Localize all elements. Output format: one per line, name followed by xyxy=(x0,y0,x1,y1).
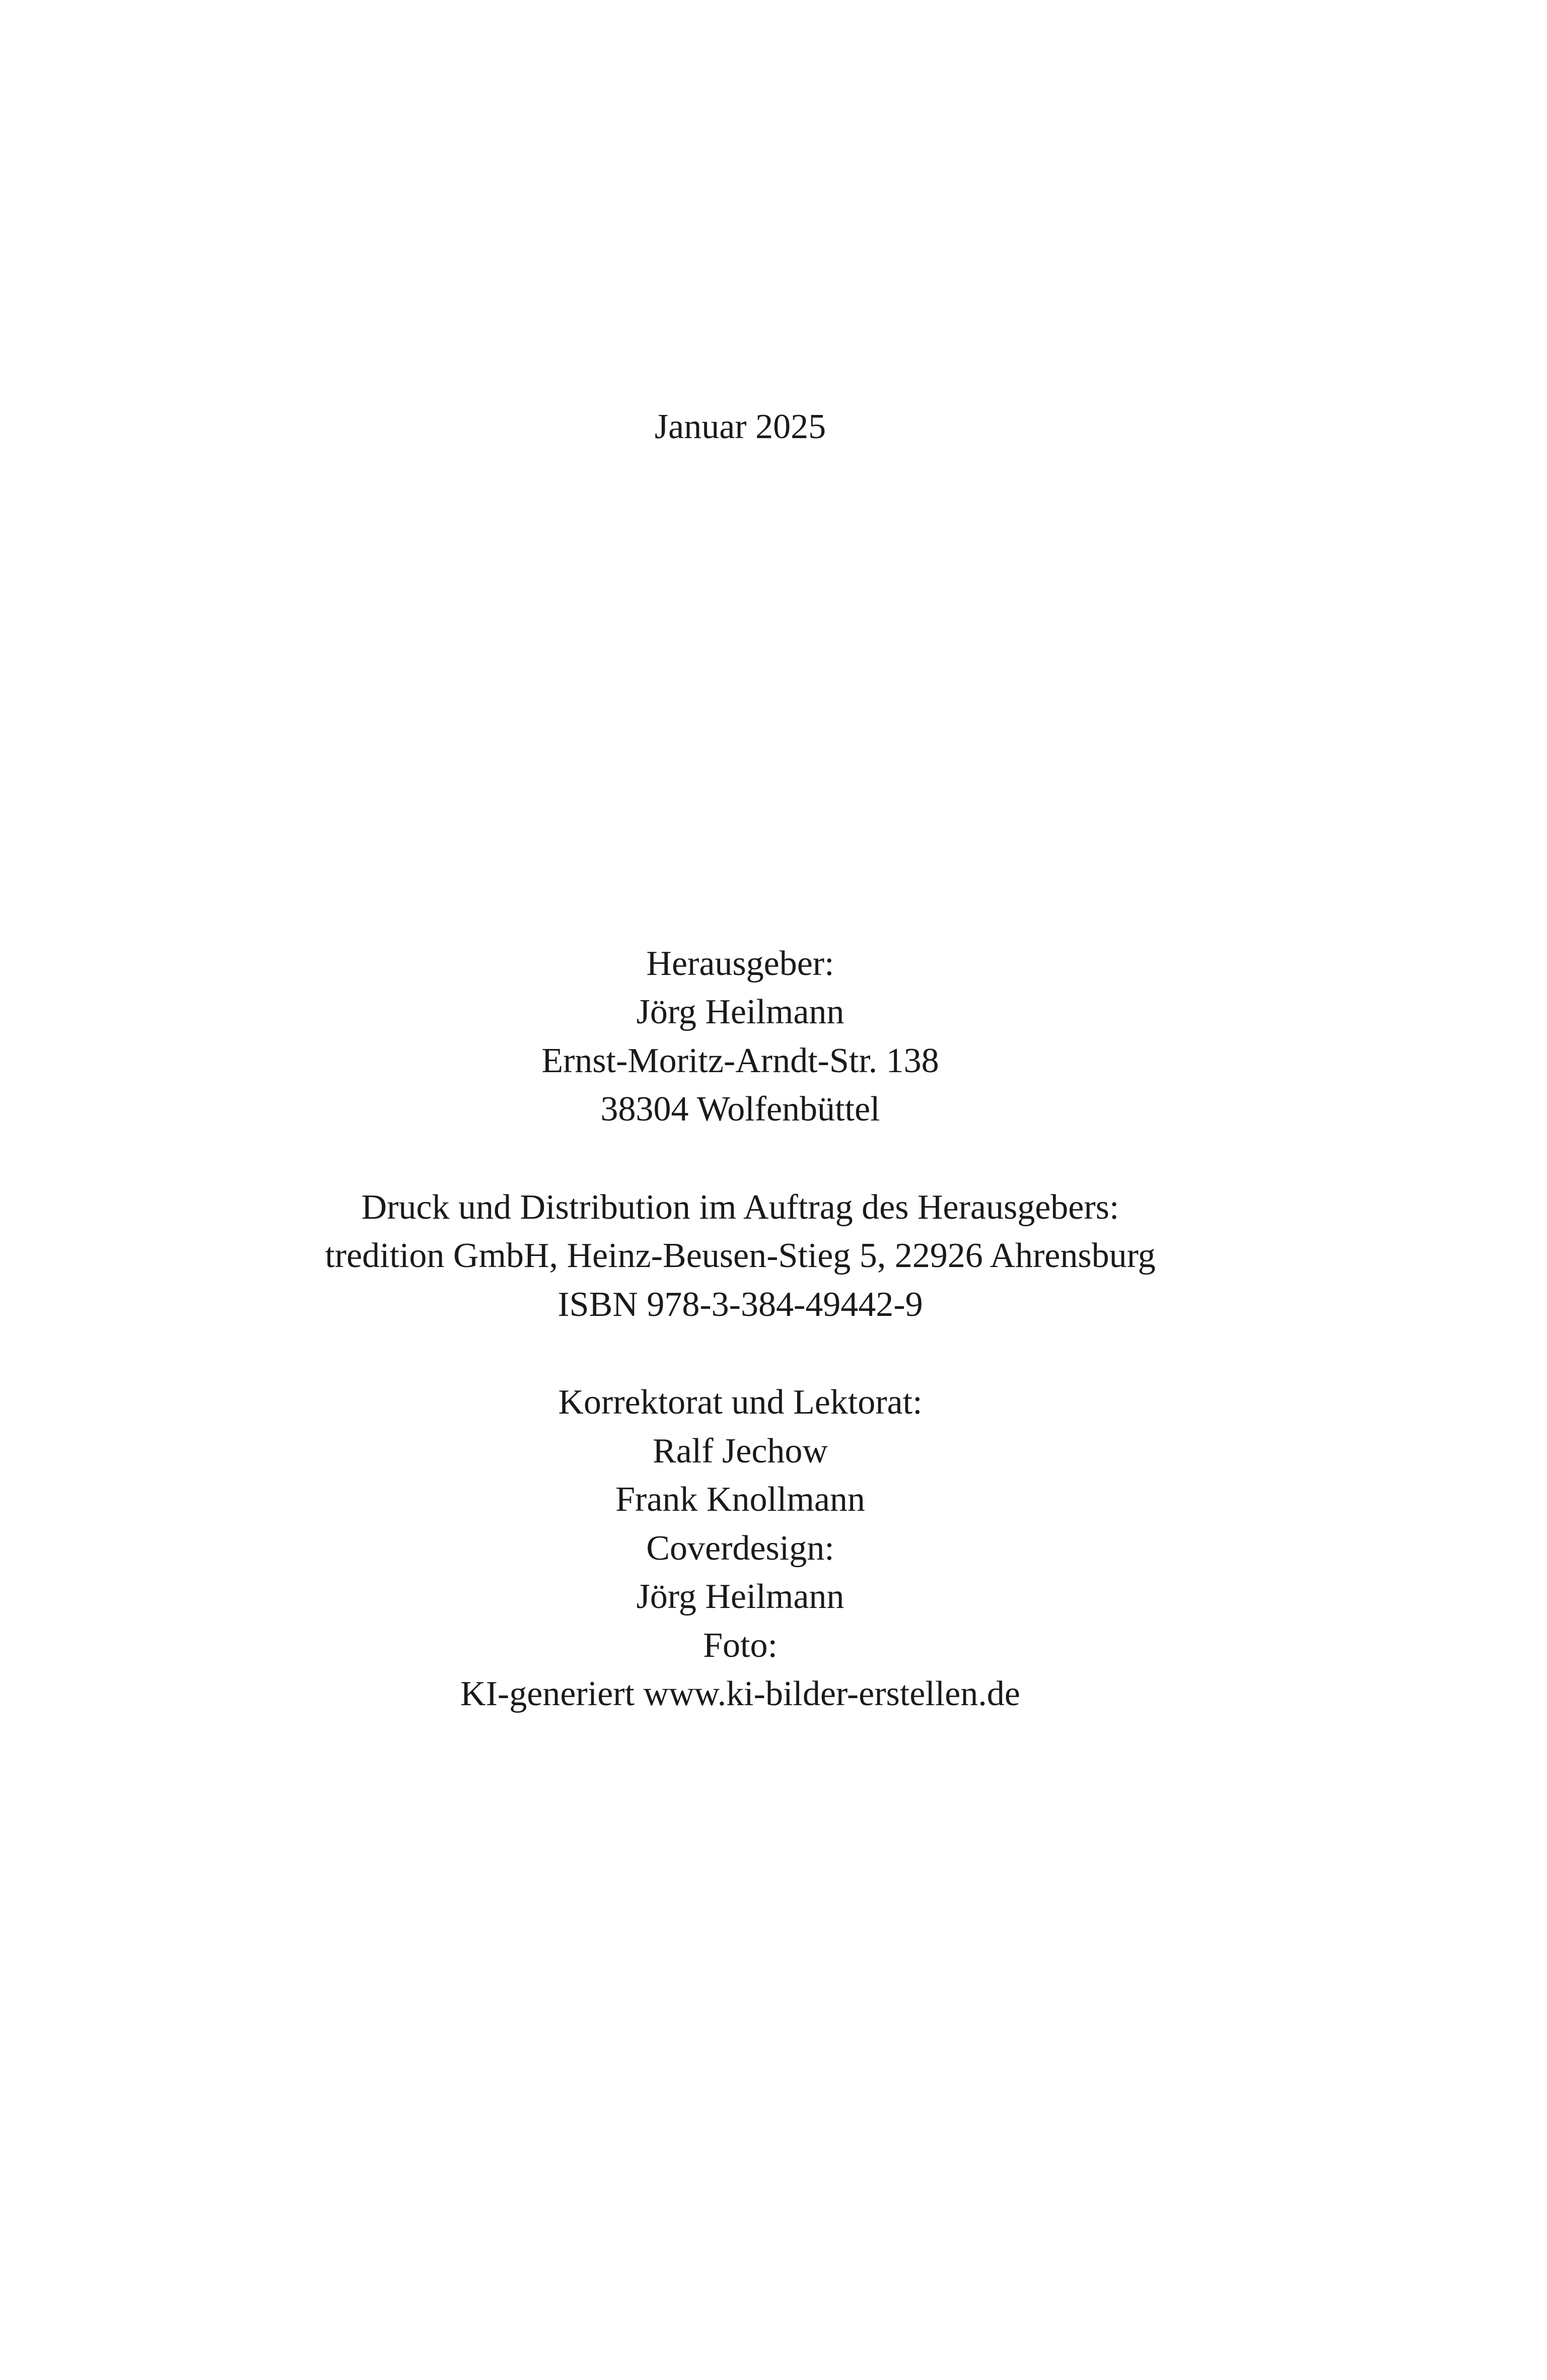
publisher-city: 38304 Wolfenbüttel xyxy=(600,1090,880,1129)
distribution-heading: Druck und Distribution im Auftrag des Herausgebers: xyxy=(361,1188,1119,1227)
publisher-name: Jörg Heilmann xyxy=(636,993,845,1031)
photo-credit: KI-generiert www.ki-bilder-erstellen.de xyxy=(460,1674,1020,1713)
photo-heading: Foto: xyxy=(703,1626,778,1665)
publisher-street: Ernst-Moritz-Arndt-Str. 138 xyxy=(541,1041,939,1080)
proofreader-1: Ralf Jechow xyxy=(653,1432,828,1471)
distribution-company: tredition GmbH, Heinz-Beusen-Stieg 5, 22926 Ahrensburg xyxy=(325,1236,1156,1275)
isbn: ISBN 978-3-384-49442-9 xyxy=(557,1285,923,1324)
proofreader-2: Frank Knollmann xyxy=(615,1480,865,1519)
proofreading-heading: Korrektorat und Lektorat: xyxy=(558,1383,923,1422)
cover-designer: Jörg Heilmann xyxy=(636,1577,845,1616)
publisher-heading: Herausgeber: xyxy=(646,944,834,983)
cover-heading: Coverdesign: xyxy=(646,1529,834,1568)
publication-date: Januar 2025 xyxy=(654,407,826,446)
